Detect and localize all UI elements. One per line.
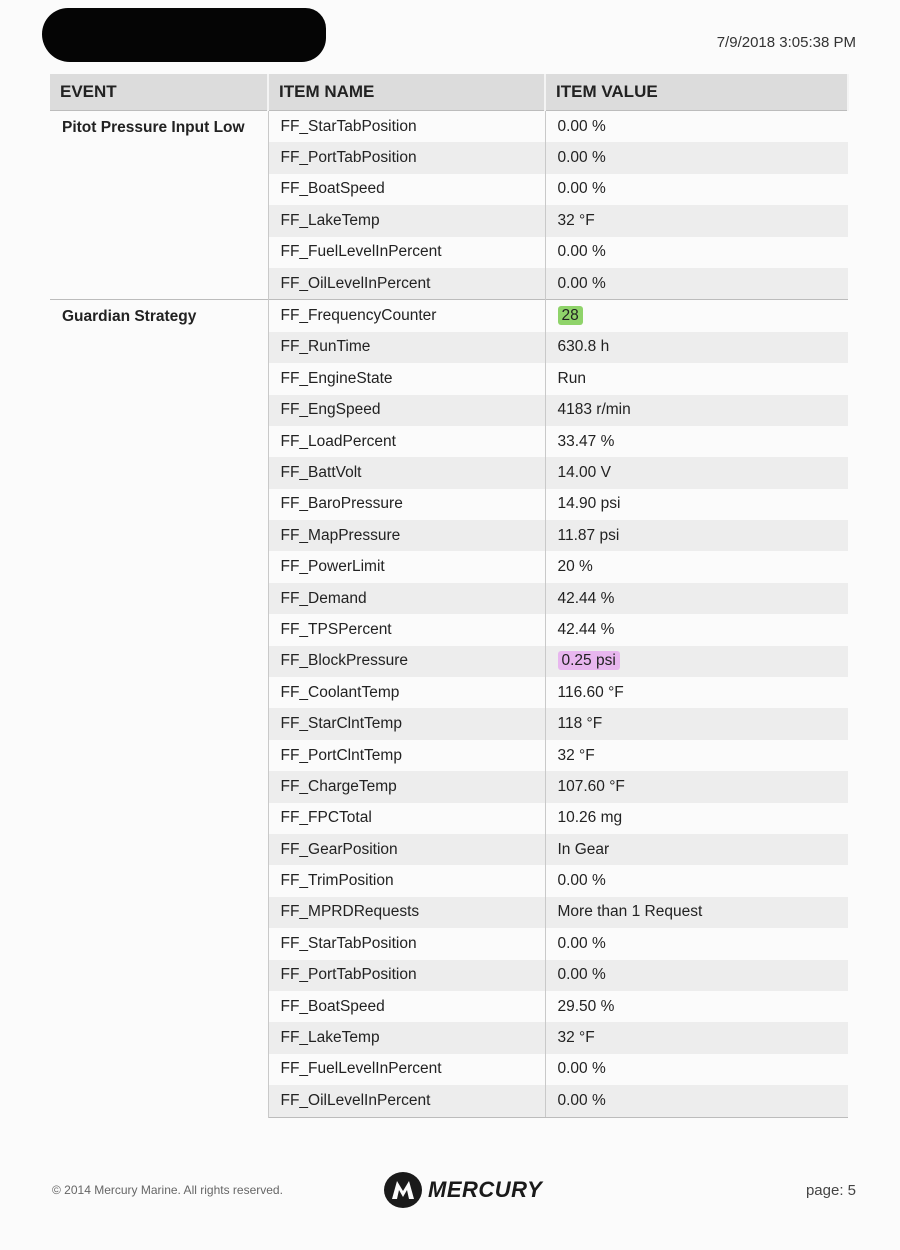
item-name-cell: FF_OilLevelInPercent (268, 268, 545, 300)
item-name-cell: FF_FuelLevelInPercent (268, 1054, 545, 1085)
redaction-mark (42, 8, 326, 62)
item-name-cell: FF_LakeTemp (268, 1022, 545, 1053)
item-value-cell: 0.00 % (557, 1060, 606, 1078)
item-name-cell: FF_TrimPosition (268, 865, 545, 896)
item-name-cell: FF_EngSpeed (268, 395, 545, 426)
item-name-cell: FF_EngineState (268, 363, 545, 394)
item-name-cell: FF_FPCTotal (268, 803, 545, 834)
item-value-cell (545, 646, 848, 677)
item-name-cell: FF_StarTabPosition (268, 111, 545, 143)
item-value-cell: 0.00 % (545, 1085, 848, 1117)
item-value-cell: 0.00 % (545, 111, 848, 143)
item-name-cell: FF_LakeTemp (268, 205, 545, 236)
copyright-notice: © 2014 Mercury Marine. All rights reserved. (52, 1183, 283, 1197)
item-value-cell: More than 1 Request (545, 897, 848, 928)
item-name-cell: FF_RunTime (268, 332, 545, 363)
item-name-cell: FF_BlockPressure (268, 646, 545, 677)
item-value-cell: 14.00 V (545, 457, 848, 488)
item-name-cell: FF_PortTabPosition (268, 960, 545, 991)
item-value-cell: 4183 r/min (545, 395, 848, 426)
item-name-cell: FF_StarTabPosition (268, 928, 545, 959)
item-value-cell: 29.50 % (557, 997, 615, 1015)
item-value-cell: 0.00 % (557, 243, 606, 261)
event-cell: Guardian Strategy (50, 300, 268, 1117)
item-name-cell: FF_BoatSpeed (268, 174, 545, 205)
item-value-cell: 14.90 psi (557, 495, 621, 513)
column-header-event: EVENT (50, 74, 268, 111)
table-body (50, 111, 848, 1118)
item-name-cell: FF_PortTabPosition (268, 142, 545, 173)
item-value-cell: 20 % (557, 558, 593, 576)
item-value-cell: 42.44 % (557, 620, 615, 638)
item-value-cell: 10.26 mg (557, 809, 623, 827)
item-name-cell: FF_PowerLimit (268, 551, 545, 582)
item-value-cell: 0.00 % (545, 960, 848, 991)
item-name-cell: FF_BaroPressure (268, 489, 545, 520)
item-value-cell: 0.00 % (545, 268, 848, 300)
highlighted-value: 0.25 psi (558, 651, 620, 670)
item-value-cell: 32 °F (545, 1022, 848, 1053)
item-name-cell: FF_ChargeTemp (268, 771, 545, 802)
item-value-cell: 0.00 % (557, 872, 606, 890)
item-value-cell: 33.47 % (557, 432, 615, 450)
page-number: page: 5 (805, 1182, 856, 1199)
item-name-cell: FF_OilLevelInPercent (268, 1085, 545, 1117)
item-value-cell: 630.8 h (545, 332, 848, 363)
event-table (50, 74, 849, 1118)
item-name-cell: FF_MapPressure (268, 520, 545, 551)
item-value-cell: 0.00 % (545, 142, 848, 173)
event-cell: Pitot Pressure Input Low (50, 111, 268, 300)
item-value-cell: 118 °F (545, 708, 848, 739)
item-value-cell: 11.87 psi (545, 520, 848, 551)
item-value-cell: 0.00 % (557, 934, 606, 952)
item-name-cell: FF_LoadPercent (268, 426, 545, 457)
item-value-cell: 0.00 % (557, 180, 606, 198)
column-header-item-value: ITEM VALUE (545, 74, 848, 111)
item-value-cell: 107.60 °F (545, 771, 848, 802)
column-header-item-name: ITEM NAME (268, 74, 545, 111)
item-name-cell: FF_TPSPercent (268, 614, 545, 645)
mercury-logo-icon (384, 1172, 422, 1208)
report-timestamp: 7/9/2018 3:05:38 PM (716, 34, 856, 51)
highlighted-value: 28 (558, 306, 583, 325)
item-value-cell: Run (557, 369, 586, 387)
table-row (50, 300, 848, 332)
item-value-cell (545, 300, 848, 332)
item-name-cell: FF_PortClntTemp (268, 740, 545, 771)
item-name-cell: FF_FrequencyCounter (268, 300, 545, 332)
item-value-cell: 42.44 % (545, 583, 848, 614)
table-row (50, 111, 848, 143)
item-value-cell: 116.60 °F (557, 683, 624, 701)
item-value-cell: In Gear (545, 834, 848, 865)
item-name-cell: FF_GearPosition (268, 834, 545, 865)
item-name-cell: FF_BattVolt (268, 457, 545, 488)
table-header-row (50, 74, 848, 111)
item-name-cell: FF_Demand (268, 583, 545, 614)
item-value-cell: 32 °F (545, 205, 848, 236)
item-name-cell: FF_MPRDRequests (268, 897, 545, 928)
item-name-cell: FF_CoolantTemp (268, 677, 545, 708)
mercury-logo-text: MERCURY (428, 1177, 543, 1202)
item-value-cell: 32 °F (557, 746, 595, 764)
item-name-cell: FF_BoatSpeed (268, 991, 545, 1022)
mercury-logo (384, 1170, 542, 1210)
item-name-cell: FF_StarClntTemp (268, 708, 545, 739)
item-name-cell: FF_FuelLevelInPercent (268, 237, 545, 268)
